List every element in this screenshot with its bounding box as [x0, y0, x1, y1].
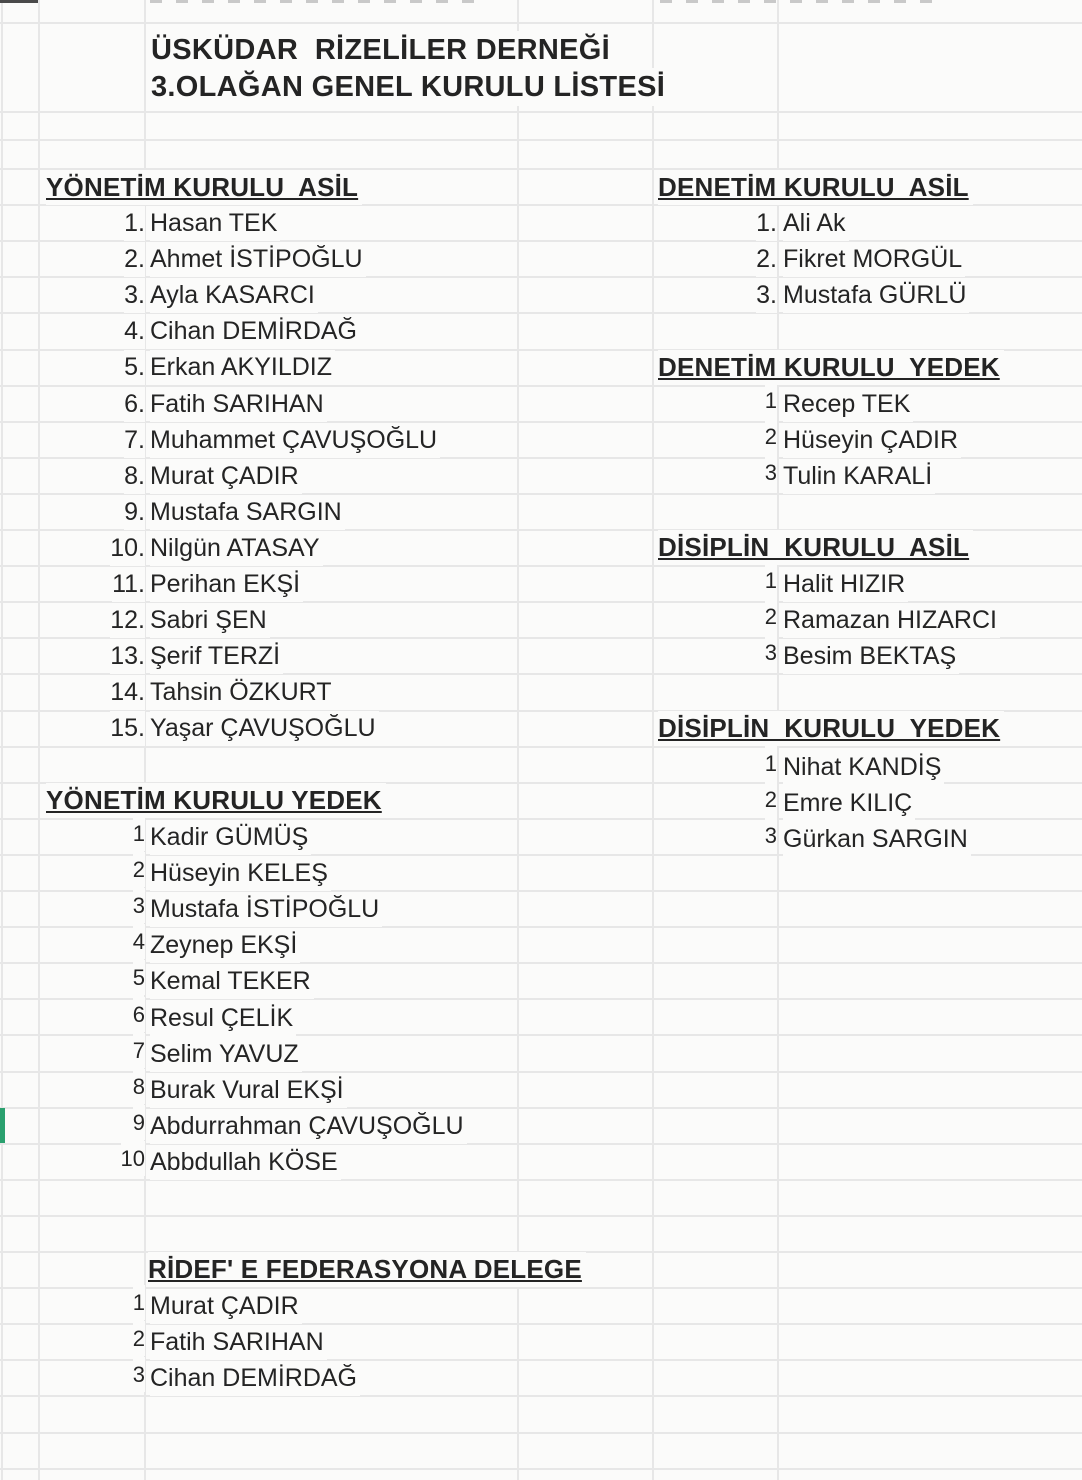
row-number-cell[interactable]: 3	[765, 635, 777, 670]
row-number-cell[interactable]: 15.	[110, 711, 145, 746]
row-number-cell[interactable]: 1	[765, 383, 777, 418]
header-disiplin-yedek[interactable]: DİSİPLİN KURULU YEDEK	[658, 711, 1004, 746]
person-name-cell[interactable]: Hüseyin KELEŞ	[150, 856, 331, 891]
list-row	[0, 892, 1082, 927]
person-name-cell[interactable]: Mustafa İSTİPOĞLU	[150, 892, 382, 927]
list-row	[0, 1001, 1082, 1036]
person-name-cell[interactable]: Cihan DEMİRDAĞ	[150, 1361, 360, 1396]
row-number-cell[interactable]: 5.	[124, 350, 145, 385]
row-number-cell[interactable]: 2	[765, 419, 777, 454]
row-number-cell[interactable]: 2.	[756, 242, 777, 277]
gridline-horizontal	[0, 22, 1082, 24]
list-row	[0, 567, 1082, 602]
list-row	[0, 1145, 1082, 1180]
row-number-cell[interactable]: 10.	[110, 531, 145, 566]
list-row	[0, 495, 1082, 530]
person-name-cell[interactable]: Ramazan HIZARCI	[783, 603, 1000, 638]
header-ridef-delege[interactable]: RİDEF' E FEDERASYONA DELEGE	[148, 1252, 586, 1287]
person-name-cell[interactable]: Fikret MORGÜL	[783, 242, 965, 277]
header-yonetim-asil[interactable]: YÖNETİM KURULU ASİL	[46, 170, 362, 205]
row-number-cell[interactable]: 2	[765, 599, 777, 634]
gridline-horizontal	[0, 1432, 1082, 1434]
row-number-cell[interactable]: 14.	[110, 675, 145, 710]
person-name-cell[interactable]: Fatih SARIHAN	[150, 387, 327, 422]
person-name-cell[interactable]: Emre KILIÇ	[783, 786, 915, 821]
person-name-cell[interactable]: Mustafa GÜRLÜ	[783, 278, 969, 313]
row-number-cell[interactable]: 2.	[124, 242, 145, 277]
list-row	[0, 387, 1082, 422]
person-name-cell[interactable]: Şerif TERZİ	[150, 639, 283, 674]
person-name-cell[interactable]: Mustafa SARGIN	[150, 495, 345, 530]
person-name-cell[interactable]: Sabri ŞEN	[150, 603, 270, 638]
list-row	[0, 856, 1082, 891]
row-number-cell[interactable]: 2	[765, 782, 777, 817]
person-name-cell[interactable]: Kadir GÜMÜŞ	[150, 820, 311, 855]
person-name-cell[interactable]: Selim YAVUZ	[150, 1037, 302, 1072]
header-denetim-yedek[interactable]: DENETİM KURULU YEDEK	[658, 350, 1004, 385]
row-number-cell[interactable]: 1.	[124, 206, 145, 241]
row-number-cell[interactable]: 4	[133, 924, 145, 959]
row-number-cell[interactable]: 3.	[756, 278, 777, 313]
list-row	[0, 1073, 1082, 1108]
list-row	[0, 423, 1082, 458]
row-number-cell[interactable]: 1.	[756, 206, 777, 241]
row-number-cell[interactable]: 8	[133, 1069, 145, 1104]
gridline-horizontal	[0, 139, 1082, 141]
list-row	[0, 1037, 1082, 1072]
person-name-cell[interactable]: Nihat KANDİŞ	[783, 750, 944, 785]
row-number-cell[interactable]: 3	[133, 888, 145, 923]
person-name-cell[interactable]: Tahsin ÖZKURT	[150, 675, 335, 710]
sheet-title-line-2[interactable]: 3.OLAĞAN GENEL KURULU LİSTESİ	[151, 68, 665, 106]
row-number-cell[interactable]: 13.	[110, 639, 145, 674]
person-name-cell[interactable]: Perihan EKŞİ	[150, 567, 303, 602]
person-name-cell[interactable]: Tulin KARALİ	[783, 459, 935, 494]
header-disiplin-asil[interactable]: DİSİPLİN KURULU ASİL	[658, 530, 973, 565]
list-row	[0, 278, 1082, 313]
gridline-horizontal	[0, 1468, 1082, 1470]
row-number-cell[interactable]: 11.	[112, 567, 145, 602]
list-row	[0, 206, 1082, 241]
person-name-cell[interactable]: Yaşar ÇAVUŞOĞLU	[150, 711, 379, 746]
list-row	[0, 639, 1082, 674]
person-name-cell[interactable]: Kemal TEKER	[150, 964, 314, 999]
person-name-cell[interactable]: Recep TEK	[783, 387, 913, 422]
row-number-cell[interactable]: 3.	[124, 278, 145, 313]
person-name-cell[interactable]: Erkan AKYILDIZ	[150, 350, 335, 385]
row-number-cell[interactable]: 2	[133, 1321, 145, 1356]
header-denetim-asil[interactable]: DENETİM KURULU ASİL	[658, 170, 973, 205]
row-number-cell[interactable]: 1	[765, 563, 777, 598]
row-number-cell[interactable]: 3	[765, 818, 777, 853]
person-name-cell[interactable]: Zeynep EKŞİ	[150, 928, 300, 963]
row-number-cell[interactable]: 6.	[124, 387, 145, 422]
list-row	[0, 242, 1082, 277]
gridline-horizontal	[0, 111, 1082, 113]
row-number-cell[interactable]: 10	[121, 1141, 145, 1176]
list-row	[0, 1325, 1082, 1360]
list-row	[0, 603, 1082, 638]
row-number-cell[interactable]: 5	[133, 960, 145, 995]
row-number-cell[interactable]: 6	[133, 997, 145, 1032]
row-number-cell[interactable]: 3	[765, 455, 777, 490]
person-name-cell[interactable]: Hasan TEK	[150, 206, 280, 241]
person-name-cell[interactable]: Ahmet İSTİPOĞLU	[150, 242, 366, 277]
list-row	[0, 459, 1082, 494]
row-number-cell[interactable]: 9	[133, 1105, 145, 1140]
person-name-cell[interactable]: Murat ÇADIR	[150, 1289, 302, 1324]
top-edge-cropped-text	[150, 0, 480, 3]
person-name-cell[interactable]: Halit HIZIR	[783, 567, 908, 602]
list-row	[0, 1361, 1082, 1396]
person-name-cell[interactable]: Murat ÇADIR	[150, 459, 302, 494]
row-number-cell[interactable]: 3	[133, 1357, 145, 1392]
row-number-cell[interactable]: 1	[765, 746, 777, 781]
row-number-cell[interactable]: 8.	[124, 459, 145, 494]
list-row	[0, 1109, 1082, 1144]
person-name-cell[interactable]: Abdurrahman ÇAVUŞOĞLU	[150, 1109, 467, 1144]
list-row	[0, 750, 1082, 785]
row-number-cell[interactable]: 7	[133, 1033, 145, 1068]
person-name-cell[interactable]: Besim BEKTAŞ	[783, 639, 959, 674]
row-number-cell[interactable]: 12.	[110, 603, 145, 638]
list-row	[0, 822, 1082, 857]
list-row	[0, 964, 1082, 999]
person-name-cell[interactable]: Gürkan SARGIN	[783, 822, 971, 857]
row-number-cell[interactable]: 4.	[124, 314, 145, 349]
person-name-cell[interactable]: Ali Ak	[783, 206, 849, 241]
row-number-cell[interactable]: 1	[133, 1285, 145, 1320]
person-name-cell[interactable]: Nilgün ATASAY	[150, 531, 323, 566]
top-edge-fragment	[0, 0, 38, 3]
sheet-title-line-1[interactable]: ÜSKÜDAR RİZELİLER DERNEĞİ	[151, 31, 610, 69]
gridline-horizontal	[0, 1215, 1082, 1217]
person-name-cell[interactable]: Abbdullah KÖSE	[150, 1145, 341, 1180]
person-name-cell[interactable]: Fatih SARIHAN	[150, 1325, 327, 1360]
row-number-cell[interactable]: 1	[133, 816, 145, 851]
row-number-cell[interactable]: 9.	[124, 495, 145, 530]
person-name-cell[interactable]: Ayla KASARCI	[150, 278, 318, 313]
person-name-cell[interactable]: Cihan DEMİRDAĞ	[150, 314, 360, 349]
list-row	[0, 314, 1082, 349]
row-number-cell[interactable]: 2	[133, 852, 145, 887]
header-yonetim-yedek[interactable]: YÖNETİM KURULU YEDEK	[46, 783, 386, 818]
list-row	[0, 786, 1082, 821]
list-row	[0, 1289, 1082, 1324]
list-row	[0, 675, 1082, 710]
person-name-cell[interactable]: Muhammet ÇAVUŞOĞLU	[150, 423, 440, 458]
person-name-cell[interactable]: Resul ÇELİK	[150, 1001, 296, 1036]
row-number-cell[interactable]: 7.	[124, 423, 145, 458]
person-name-cell[interactable]: Burak Vural EKŞİ	[150, 1073, 347, 1108]
person-name-cell[interactable]: Hüseyin ÇADIR	[783, 423, 961, 458]
top-edge-cropped-text	[660, 0, 940, 3]
list-row	[0, 928, 1082, 963]
